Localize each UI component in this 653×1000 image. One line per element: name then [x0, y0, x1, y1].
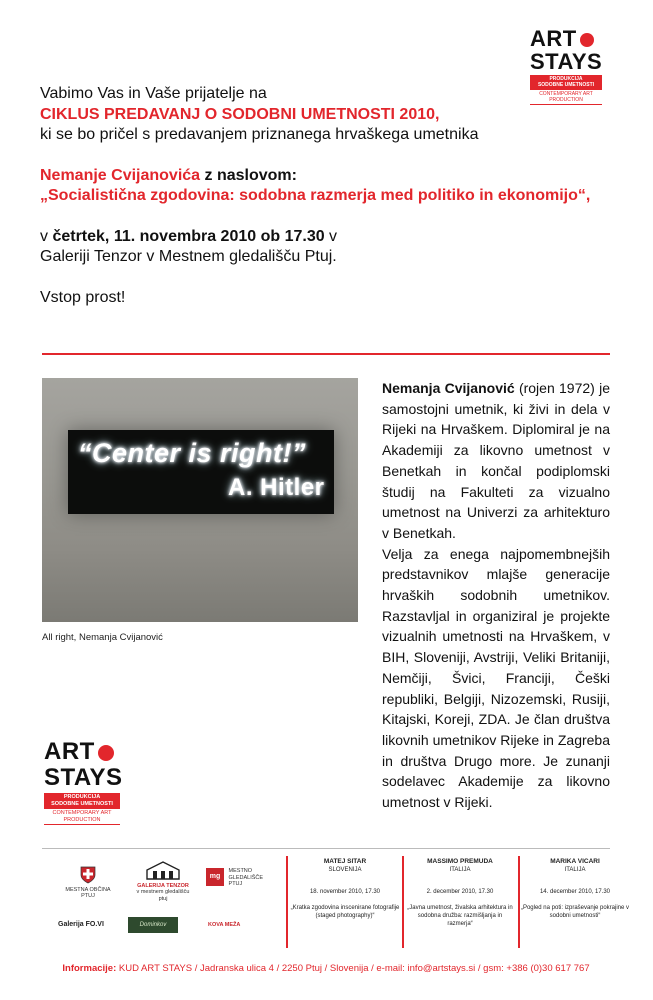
neon-text-line-2: A. Hitler [228, 474, 325, 501]
partner-mestna-obcina: MESTNA OBČINA PTUJ [58, 866, 118, 900]
event-date: četrtek, 11. novembra 2010 ob 17.30 [52, 227, 325, 245]
bio-paragraph-2: Velja za enega najpomembnejših predstavnikov mlajše generacije hrvaških sodobnih umetnikov. Razstavljal in organiziral je projekte vizualnih umetnosti na Hrvaškem, v BIH, Sloveniji, Avstriji, Veliki Britaniji, Nemčiji, Švici, Franciji, Češki republiki, Belgiji, Nizozemski, Rusiji, Kitajski, Koreji, ZDA. Je član društva likovnih umetnikov Rijeke in Zagreba in društva Drugo more. Je zunanji sodelavec Akademije za likovno umetnost v Rijeki. [382, 545, 610, 811]
neon-text-line-1: “Center is right!” [78, 438, 307, 468]
logo-band-produkcija: PRODUKCIJA SODOBNE UMETNOSTI [530, 75, 602, 89]
lecture-card: MARIKA VICARI ITALIJA 14. december 2010, 17.30 „Pogled na poti: izpraševanje pokrajine v sodobni umetnosti“ [520, 858, 630, 919]
logo-word-stays: STAYS [44, 764, 123, 791]
logo-band-contemporary: CONTEMPORARY ART PRODUCTION [44, 808, 120, 825]
schedule-divider-1 [286, 856, 288, 948]
partner-dominkov: Dominkov [128, 917, 178, 933]
divider-top [42, 353, 610, 355]
theatre-logo-icon: mg [206, 868, 224, 886]
lecture-title: „Socialistična zgodovina: sodobna razmerja med politiko in ekonomijo“, [40, 187, 591, 204]
invitation-text [40, 84, 630, 308]
contact-info: Informacije: KUD ART STAYS / Jadranska ulica 4 / 2250 Ptuj / Slovenija / e-mail: info@artstays.si / gsm: +386 (0)30 617 767 [62, 963, 590, 974]
partner-mestno-gledalisce: mg MESTNO GLEDALIŠČE PTUJ [206, 868, 266, 888]
lecture-card: MASSIMO PREMUDA ITALIJA 2. december 2010, 17.30 „Javna umetnost, živalska arhitektura in sodobna družba: razmišljanja in razmerja“ [407, 858, 513, 927]
intro-line-1: Vabimo Vas in Vaše prijatelje na [40, 85, 267, 102]
schedule-divider-2 [402, 856, 404, 948]
logo-word-art: ART [530, 28, 602, 50]
intro-series-title: CIKLUS PREDAVANJ O SODOBNI UMETNOSTI 2010, [40, 105, 440, 123]
divider-footer [42, 848, 610, 849]
photo-caption: All right, Nemanja Cvijanović [42, 632, 163, 643]
art-stays-logo-bottom [44, 738, 123, 825]
logo-word-art: ART [44, 740, 120, 764]
intro-line-3: ki se bo pričel s predavanjem priznanega hrvaškega umetnika [40, 126, 479, 143]
partner-galerija-tenzor: GALERIJA TENZOR v mestnem gledališču ptuj [132, 860, 194, 902]
logo-band-contemporary: CONTEMPORARY ART PRODUCTION [530, 89, 602, 105]
bio-paragraph-1: Nemanja Cvijanović (rojen 1972) je samostojni umetnik, ki živi in dela v Rijeki na Hrvaškem. Diplomiral je na Akademiji za likovno umetnost v Benetkah in končal podiplomski študij na Fakulteti za vizualno umetnost na Univerzi za arhitekturo v Benetkah. [382, 380, 610, 541]
gallery-building-icon [143, 860, 183, 880]
partner-kova-meza: KOVA MEŽA [208, 922, 241, 928]
bio-name: Nemanja Cvijanović [382, 380, 515, 396]
city-coat-of-arms-icon [80, 866, 96, 884]
speaker-name: Nemanje Cvijanovića [40, 166, 201, 184]
event-venue: Galeriji Tenzor v Mestnem gledališču Ptuj. [40, 248, 337, 265]
lecture-card: MATEJ SITAR SLOVENIJA 18. november 2010, 17.30 „Kratka zgodovina inscenirane fotografije (staged photography)“ [290, 858, 400, 919]
logo-band-produkcija: PRODUKCIJA SODOBNE UMETNOSTI [44, 793, 120, 808]
event-date-line: v četrtek, 11. novembra 2010 ob 17.30 v [40, 227, 338, 245]
logo-word-stays: STAYS [530, 49, 603, 74]
logo-dot-icon [98, 745, 114, 761]
partner-galerija-fovi: Galerija FO.VI [58, 921, 104, 928]
artist-bio [382, 378, 610, 813]
neon-sign [68, 430, 334, 514]
artwork-photo [42, 378, 358, 622]
logo-dot-icon [580, 33, 594, 47]
intro-speaker-line: Nemanje Cvijanovića z naslovom: [40, 166, 297, 184]
free-entry: Vstop prost! [40, 288, 126, 306]
